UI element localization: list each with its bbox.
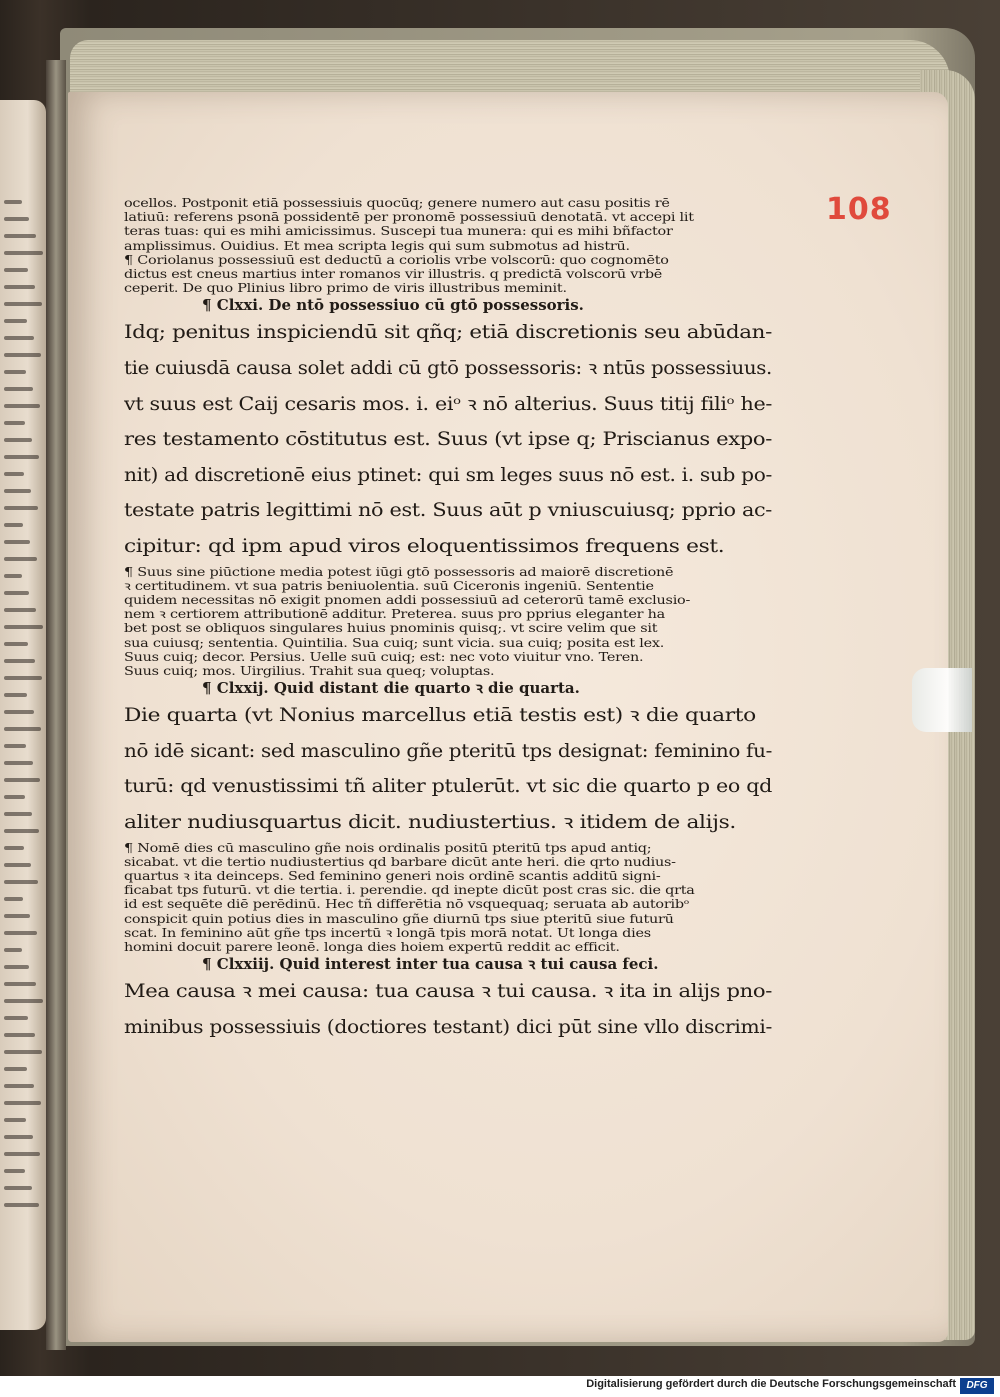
text-line: Suus cuiq; mos. Uirgilius. Trahit sua queq; voluptas. [124,664,495,678]
facing-page-text-stub [4,659,35,663]
facing-page-text-stub [4,591,29,595]
facing-page-text-stub [4,574,22,578]
facing-page-text-stub [4,557,37,561]
facing-page-text-stub [4,336,34,340]
text-line: scat. In feminino aūt gñe tps incertū ꝛ longā tpis morā notat. Ut longa dies [124,925,651,940]
text-line: turū: qd venustissimi tñ aliter ptulerūt. vt sic die quarto p eo qd [124,776,772,798]
facing-page-text-stub [4,353,41,357]
facing-page-text-stub [4,1118,26,1122]
facing-page-text-stub [4,625,43,629]
text-line: ficabat tps futurū. vt die tertia. i. perendie. qd inepte dicūt post cras sic. die qrta [124,883,695,898]
chapter-heading: ¶ Clxxiij. Quid interest inter tua causa ꝛ tui causa feci. [202,955,659,974]
text-line: latiuū: referens psonā possidentē per pronomē possessiuū denotatā. vt accepi lit [124,210,694,225]
facing-page-text-stub [4,812,32,816]
text-line: Mea causa ꝛ mei causa: tua causa ꝛ tui causa. ꝛ ita in alijs pno- [124,981,772,1003]
facing-page-text-stub [4,948,22,952]
dfg-logo: DFG [960,1378,994,1394]
text-line: dictus est cneus martius inter romanos vir illustris. q predictā volscorū vrbē [124,267,663,282]
facing-page-text-stub [4,285,35,289]
facing-page-text-stub [4,710,34,714]
facing-page-text-stub [4,608,36,612]
facing-page-text-stub [4,914,30,918]
text-line: Suus cuiq; decor. Persius. Uelle suū cuiq; est: nec voto viuitur vno. Teren. [124,649,644,664]
footer-bar [0,1376,1000,1397]
book-top-edge [70,40,950,95]
facing-page-text-stub [4,1169,25,1173]
text-line: ꝛ certitudinem. vt sua patris beniuolentia. suū Ciceronis ingeniū. Sententie [124,578,654,593]
facing-page-text-stub [4,319,27,323]
page-clip-tab [912,668,972,732]
text-line: res testamento cōstitutus est. Suus (vt ipse q; Priscianus expo- [124,429,772,451]
facing-page-text-stub [4,642,28,646]
text-line: ¶ Suus sine piūctione media potest iūgi gtō possessoris ad maiorē discretionē [124,564,674,579]
facing-page-text-stub [4,999,43,1003]
facing-page-text-stub [4,234,36,238]
facing-page-text-stub [4,540,30,544]
text-line: homini docuit parere leonē. longa dies hoiem expertū reddit ac efficit. [124,940,620,954]
facing-page-text-stub [4,863,31,867]
text-line: nō idē sicant: sed masculino gñe pteritū tps designat: feminino fu- [124,740,772,762]
facing-page-text-stub [4,1135,33,1139]
text-line: amplissimus. Ouidius. Et mea scripta legis qui sum submotus ad histrū. [124,238,630,253]
text-line: minibus possessiuis (doctiores testant) dici pūt sine vllo discrimi- [124,1016,772,1038]
text-line: teras tuas: qui es mihi amicissimus. Suscepi tua munera: qui es mihi bñfactor [124,224,673,239]
text-line: vt suus est Caij cesaris mos. i. eiᵒ ꝛ nō alterius. Suus titij filiᵒ he- [124,393,772,415]
facing-page-text-stub [4,438,32,442]
facing-page-text-stub [4,1084,34,1088]
text-line: tie cuiusdā causa solet addi cū gtō possessoris: ꝛ ntūs possessiuus. [124,358,772,380]
text-line: quidem necessitas nō exigit pnomen addi possessiuū ad ceterorū tamē exclusio- [124,592,691,607]
facing-page-text-stub [4,472,24,476]
facing-page-text-stub [4,727,41,731]
facing-page-text-stub [4,965,29,969]
facing-page-text-stub [4,370,26,374]
facing-page-text-stub [4,489,31,493]
book-gutter [46,60,66,1350]
facing-page-left [0,100,46,1330]
facing-page-text-stub [4,1033,35,1037]
facing-page-text-stub [4,880,38,884]
facing-page-text-stub [4,200,22,204]
facing-page-text-stub [4,404,40,408]
facing-page-text-stub [4,744,26,748]
text-line: cipitur: qd ipm apud viros eloquentissimos frequens est. [124,535,725,557]
facing-page-text-stub [4,795,25,799]
facing-page-text-stub [4,387,33,391]
text-line: ceperit. De quo Plinius libro primo de viris illustribus meminit. [124,281,567,296]
facing-page-text-stub [4,846,24,850]
footer-credit: Digitalisierung gefördert durch die Deutsche Forschungsgemeinschaft [586,1378,956,1390]
text-line: Die quarta (vt Nonius marcellus etiā testis est) ꝛ die quarto [124,705,756,727]
text-line: Idq; penitus inspiciendū sit qñq; etiā discretionis seu abūdan- [124,322,772,344]
page-text [124,196,772,1045]
chapter-heading: ¶ Clxxi. De ntō possessiuo cū gtō possessoris. [202,296,584,315]
text-line: ¶ Coriolanus possessiuū est deductū a coriolis vrbe volscorū: quo cognomēto [124,252,669,267]
text-line: bet post se obliquos singulares huius pnominis quisq;. vt scire velim que sit [124,621,658,636]
text-line: sua cuiusq; sententia. Quintilia. Sua cuiq; sunt vicia. sua cuiq; posita est lex. [124,635,665,650]
text-line: aliter nudiusquartus dicit. nudiustertius. ꝛ itidem de alijs. [124,811,736,833]
text-line: quartus ꝛ ita deinceps. Sed feminino generi nois ordinē scantis additū signi- [124,868,661,883]
facing-page-text-stub [4,829,39,833]
text-line: testate patris legittimi nō est. Suus aūt p vniuscuiusq; pprio ac- [124,500,772,522]
facing-page-text-stub [4,523,23,527]
folio-number: 108 [826,192,892,227]
facing-page-text-stub [4,421,25,425]
facing-page-text-stub [4,676,42,680]
facing-page-text-stub [4,1186,32,1190]
facing-page-text-stub [4,1101,41,1105]
facing-page-text-stub [4,506,38,510]
text-line: nem ꝛ certiorem attributionē additur. Preterea. suus pro pprius eleganter ha [124,607,665,622]
text-line: ocellos. Postponit etiā possessiuis quocūq; genere numero aut casu positis rē [124,196,670,210]
facing-page-text-stub [4,251,43,255]
text-line: id est sequēte diē perēdinū. Hec tñ differētia nō vsquequaq; seruata ab autoribᵒ [124,897,690,912]
facing-page-text-stub [4,268,28,272]
facing-page-text-stub [4,1016,28,1020]
facing-page-text-stub [4,455,39,459]
text-line: ¶ Nomē dies cū masculino gñe nois ordinalis positū pteritū tps apud antiq; [124,840,652,855]
text-line: sicabat. vt die tertio nudiustertius qd barbare dicūt ante heri. die qrto nudius- [124,854,676,869]
facing-page-text-stub [4,693,27,697]
facing-page-text-stub [4,982,36,986]
facing-page-text-stub [4,897,23,901]
text-line: conspicit quin potius dies in masculino gñe diurnū tps siue pteritū siue futurū [124,911,674,926]
facing-page-text-stub [4,1050,42,1054]
facing-page-text-stub [4,302,42,306]
text-line: nit) ad discretionē eius ptinet: qui sm leges suus nō est. i. sub po- [124,464,772,486]
facing-page-text-stub [4,1203,39,1207]
facing-page-text-stub [4,931,37,935]
facing-page-text-stub [4,761,33,765]
facing-page-text-stub [4,217,29,221]
facing-page-text-stub [4,778,40,782]
chapter-heading: ¶ Clxxij. Quid distant die quarto ꝛ die quarta. [202,679,580,698]
facing-page-text-stub [4,1067,27,1071]
facing-page-text-stub [4,1152,40,1156]
